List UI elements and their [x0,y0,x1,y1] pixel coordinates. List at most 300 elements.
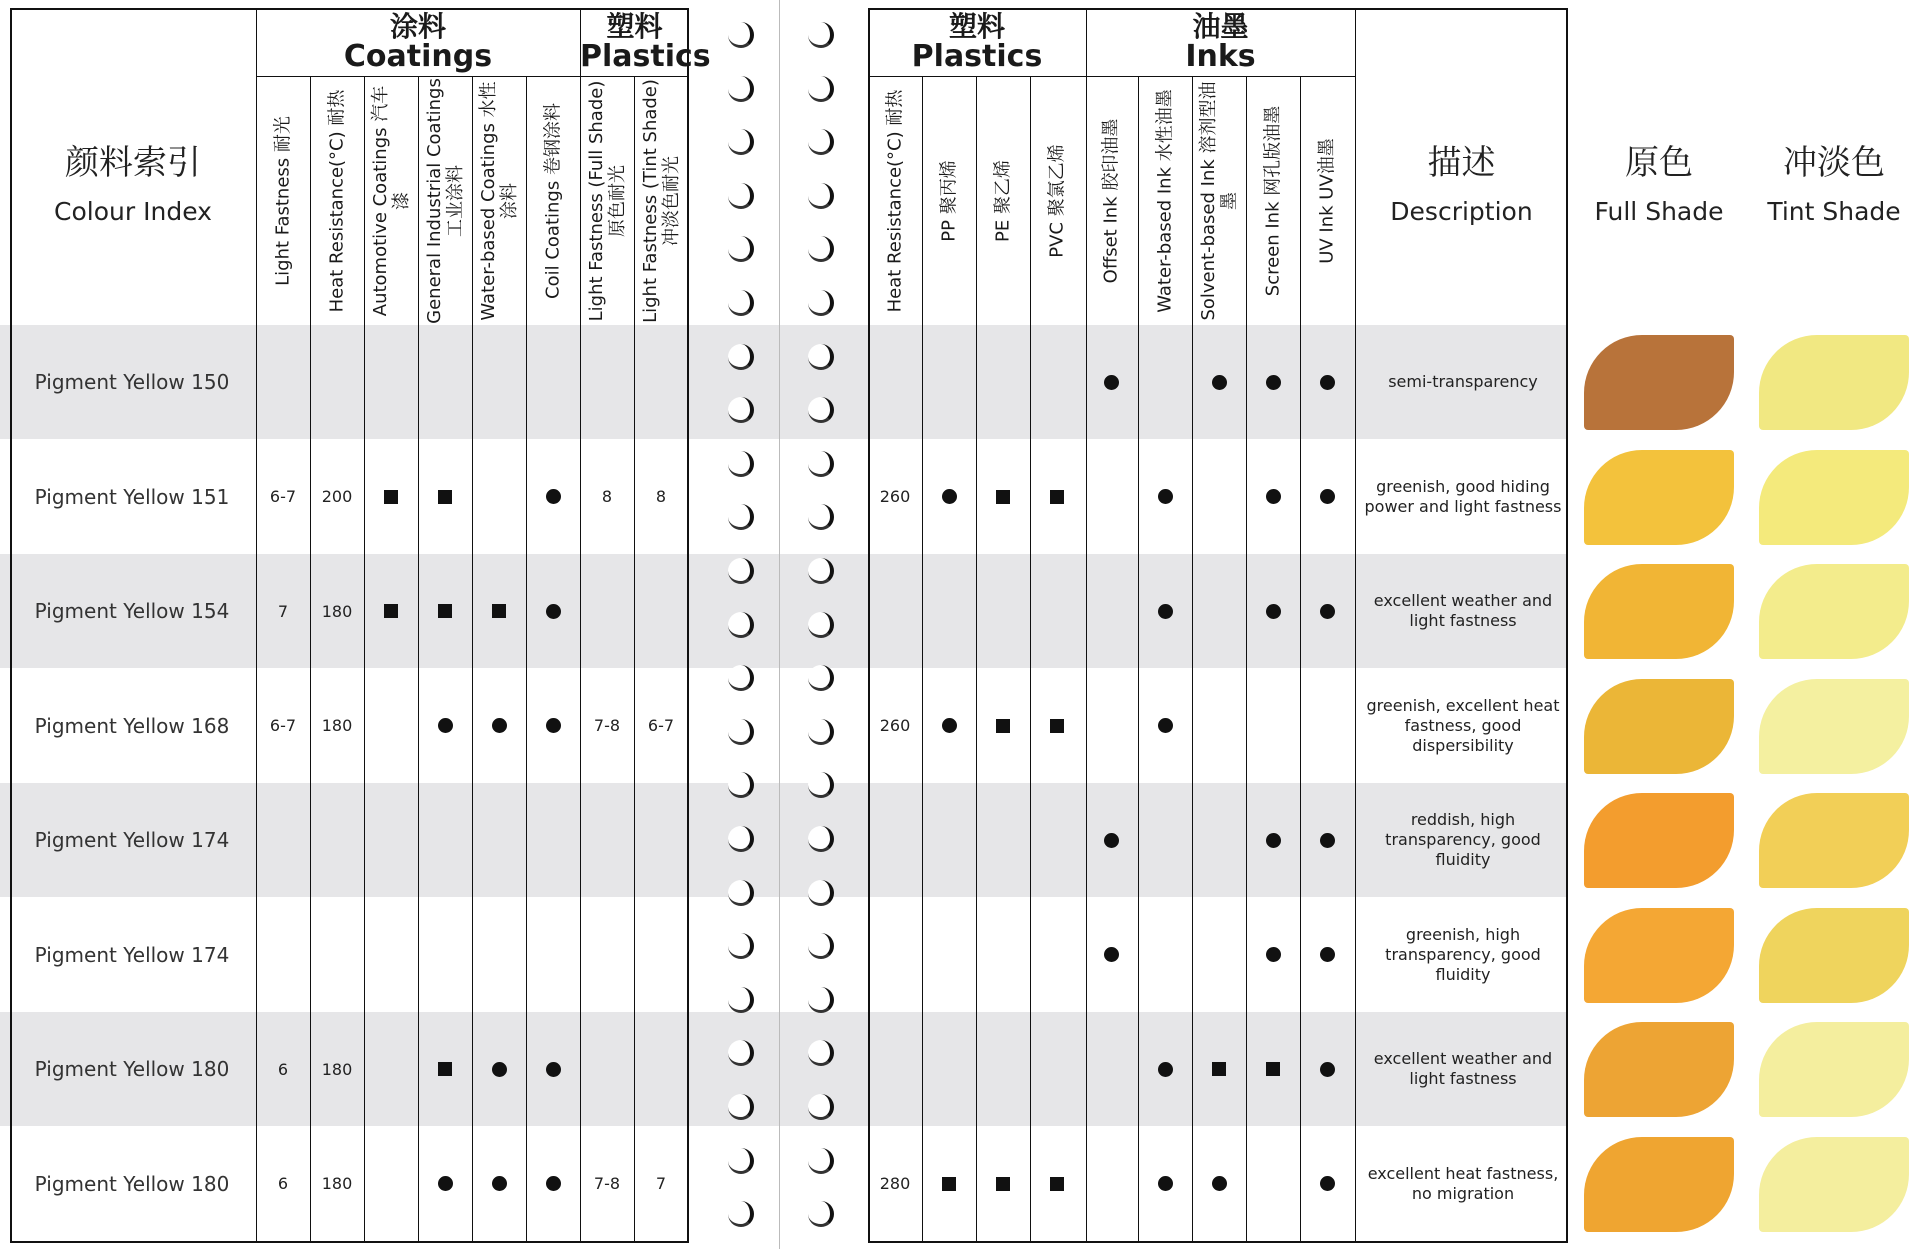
column-header-label: Water-based Ink 水性油墨 [1154,89,1176,313]
binding-ring [728,933,754,959]
tint-shade-swatch [1759,679,1909,774]
table-cell [1030,669,1084,783]
description-header [1355,140,1568,232]
column-header [1300,78,1354,324]
table-cell [1192,554,1246,668]
table-cell [1030,440,1084,554]
binding-ring [808,504,834,530]
table-cell: 6 [277,1174,289,1193]
table-cell [976,669,1030,783]
full-shade-swatch [1584,1022,1734,1117]
table-cell [418,669,472,783]
table-cell [922,440,976,554]
column-header [580,78,634,324]
table-cell [526,783,580,897]
column-header-label: UV Ink UV油墨 [1316,138,1338,264]
table-cell [868,325,922,439]
table-cell: 7-8 [593,716,621,735]
group-plastics-right-zh: 塑料 [948,10,1005,43]
full-shade-header-en: Full Shade [1594,197,1724,226]
full-shade-swatch [1584,1137,1734,1232]
pigment-name: Pigment Yellow 151 [34,484,230,509]
table-cell [1300,1127,1354,1241]
table-cell [976,783,1030,897]
square-marker [996,1177,1010,1191]
table-cell [1030,1127,1084,1241]
square-marker [492,604,506,618]
full-shade-header-zh: 原色 [1625,143,1693,183]
table-cell [1138,1012,1192,1126]
square-marker [438,604,452,618]
square-marker [384,604,398,618]
table-cell [418,325,472,439]
table-cell [526,1012,580,1126]
dot-marker [1104,375,1119,390]
table-cell [976,325,1030,439]
dot-marker [1266,947,1281,962]
table-cell [256,325,310,439]
table-cell [1030,325,1084,439]
table-cell: 8 [601,487,613,506]
binding-ring [728,1148,754,1174]
table-cell [922,325,976,439]
binding-ring [728,290,754,316]
binding-ring [728,612,754,638]
column-header-label: Solvent-based Ink 溶剂型油墨 [1198,81,1240,321]
table-cell [1030,1012,1084,1126]
dot-marker [1158,604,1173,619]
table-cell [1300,554,1354,668]
table-cell [1192,898,1246,1012]
table-cell [634,1012,688,1126]
column-header-label: Water-based Coatings 水性涂料 [478,81,520,321]
pigment-description: excellent heat fastness, no migration [1367,1163,1559,1203]
dot-marker [1212,375,1227,390]
group-plastics-right-en: Plastics [911,39,1043,74]
square-marker [996,719,1010,733]
table-cell [472,898,526,1012]
column-header [256,78,310,324]
full-shade-swatch [1584,679,1734,774]
table-cell [1084,898,1138,1012]
table-cell [1246,898,1300,1012]
pigment-description: greenish, high transparency, good fluidity [1385,924,1541,984]
binding-ring [728,558,754,584]
table-cell [580,554,634,668]
table-cell [1138,898,1192,1012]
column-header-label: Heat Resistance(°C) 耐热 [326,89,348,313]
binding-ring [808,290,834,316]
table-cell [1246,783,1300,897]
table-cell [1300,325,1354,439]
table-cell [868,554,922,668]
binding-ring [808,612,834,638]
table-cell [364,898,418,1012]
table-cell: 7 [277,601,289,621]
binding-ring [808,397,834,423]
binding-ring [728,451,754,477]
dot-marker [492,1062,507,1077]
table-cell [976,440,1030,554]
table-cell: 6-7 [269,487,297,506]
dot-marker [1320,947,1335,962]
binding-ring [808,1201,834,1227]
dot-marker [546,1176,561,1191]
dot-marker [546,718,561,733]
dot-marker [1266,604,1281,619]
pigment-description: greenish, good hiding power and light fastness [1364,476,1562,516]
pigment-description: reddish, high transparency, good fluidity [1385,810,1541,869]
pigment-name: Pigment Yellow 168 [34,713,230,738]
binding-ring [728,665,754,691]
binding-ring [808,1148,834,1174]
column-header-label: General Industrial Coatings 工业涂料 [424,78,466,324]
column-header [1246,78,1300,324]
square-marker [1050,719,1064,733]
pigment-description: excellent weather and light fastness [1373,591,1553,630]
group-plastics-left [580,10,711,74]
table-cell [1084,1012,1138,1126]
table-cell [1084,554,1138,668]
table-cell [868,1012,922,1126]
square-marker [438,1062,452,1076]
pigment-name: Pigment Yellow 180 [34,1171,230,1196]
table-cell [1084,783,1138,897]
table-cell [526,554,580,668]
binding-ring [808,558,834,584]
tint-shade-swatch [1759,908,1909,1003]
table-cell [418,1127,472,1241]
column-header [1192,78,1246,324]
tint-shade-swatch [1759,1022,1909,1117]
table-cell [1300,1012,1354,1126]
column-header [472,78,526,324]
dot-marker [1104,947,1119,962]
table-cell [256,898,310,1012]
table-cell [364,440,418,554]
square-marker [438,490,452,504]
dot-marker [1320,604,1335,619]
binding-ring [728,236,754,262]
dot-marker [546,604,561,619]
description-header-zh: 描述 [1427,143,1496,183]
dot-marker [1104,833,1119,848]
pigment-name: Pigment Yellow 174 [34,828,230,852]
column-header-label: Offset Ink 胶印油墨 [1100,118,1122,284]
square-marker [942,1177,956,1191]
table-cell [1084,440,1138,554]
square-marker [1266,1062,1280,1076]
group-inks [1086,12,1355,72]
tint-shade-header-en: Tint Shade [1767,197,1901,226]
dot-marker [1320,1062,1335,1077]
dot-marker [1158,1062,1173,1077]
table-cell [634,783,688,897]
full-shade-swatch [1584,564,1734,659]
full-shade-swatch [1584,908,1734,1003]
group-inks-zh: 油墨 [1192,10,1249,43]
binding-ring [808,76,834,102]
dot-marker [1158,718,1173,733]
pigment-description: greenish, excellent heat fastness, good dispersibility [1366,695,1560,755]
square-marker [1212,1062,1226,1076]
column-header [976,78,1030,324]
table-cell [1300,440,1354,554]
table-cell [1138,554,1192,668]
pigment-description: semi-transparency [1388,372,1538,391]
column-header-label: Light Fastness 耐光 [272,116,294,286]
pigment-name: Pigment Yellow 150 [34,370,230,394]
column-header-label: PP 聚丙烯 [938,160,960,242]
table-cell [472,554,526,668]
table-cell: 200 [321,487,353,506]
table-cell: 260 [879,487,911,506]
table-cell [922,898,976,1012]
table-cell [922,554,976,668]
table-cell [310,325,364,439]
table-cell [472,783,526,897]
table-cell [634,554,688,668]
table-cell [364,554,418,668]
column-header [310,78,364,324]
group-plastics-left-zh: 塑料 [606,10,663,43]
table-cell [526,325,580,439]
table-cell [526,898,580,1012]
pigment-name: Pigment Yellow 174 [34,942,230,967]
binding-ring [808,880,834,906]
tint-shade-swatch [1759,564,1909,659]
binding-ring [728,1201,754,1227]
dot-marker [1158,489,1173,504]
dot-marker [492,1176,507,1191]
table-cell [364,1127,418,1241]
binding-ring [728,826,754,852]
dot-marker [546,489,561,504]
table-cell [418,1012,472,1126]
square-marker [1050,490,1064,504]
table-cell [1246,1127,1300,1241]
table-cell [1138,440,1192,554]
column-header [418,78,472,324]
table-cell [976,898,1030,1012]
column-header [364,78,418,324]
table-cell [1030,783,1084,897]
column-header-label: Heat Resistance(°C) 耐热 [884,89,906,313]
tint-shade-header [1754,140,1914,232]
binding-ring [728,183,754,209]
dot-marker [1320,489,1335,504]
table-cell: 180 [321,1174,353,1193]
table-cell [1084,669,1138,783]
full-shade-swatch [1584,450,1734,545]
binding-ring [728,397,754,423]
binding-ring [728,719,754,745]
tint-shade-swatch [1759,335,1909,430]
table-cell [1192,783,1246,897]
table-cell [1192,669,1246,783]
table-cell [1138,783,1192,897]
dot-marker [1158,1176,1173,1191]
table-cell [526,669,580,783]
table-cell [418,783,472,897]
dot-marker [1266,833,1281,848]
table-cell [1192,1012,1246,1126]
dot-marker [1320,833,1335,848]
pigment-description: excellent weather and light fastness [1373,1049,1553,1088]
group-plastics-left-en: Plastics [580,39,711,74]
binding-ring [808,933,834,959]
group-coatings-zh: 涂料 [389,10,446,43]
column-header-label: PVC 聚氯乙烯 [1046,144,1068,258]
table-cell [1138,1127,1192,1241]
colour-index-header-zh: 颜料索引 [65,143,201,183]
table-cell [1300,783,1354,897]
dot-marker [546,1062,561,1077]
column-header-label: Screen Ink 网孔版油墨 [1262,105,1284,297]
table-cell [526,1127,580,1241]
column-header-label: Automotive Coatings 汽车漆 [370,85,412,317]
table-cell [1246,1012,1300,1126]
column-header [634,78,688,324]
table-cell [1138,669,1192,783]
square-marker [1050,1177,1064,1191]
table-cell [868,898,922,1012]
table-cell [1246,440,1300,554]
table-cell [580,783,634,897]
binding-ring [728,22,754,48]
table-cell [580,325,634,439]
table-cell [1300,669,1354,783]
dot-marker [1212,1176,1227,1191]
group-inks-en: Inks [1185,39,1256,74]
table-cell [922,1127,976,1241]
table-cell [1030,554,1084,668]
tint-shade-swatch [1759,450,1909,545]
colour-index-header-en: Colour Index [54,197,212,226]
binding-ring [728,76,754,102]
binding-ring [808,129,834,155]
colour-index-header [10,140,256,232]
group-coatings-en: Coatings [343,39,493,74]
table-cell [922,669,976,783]
table-cell [364,783,418,897]
table-cell [634,898,688,1012]
dot-marker [492,718,507,733]
binding-ring [728,129,754,155]
binding-ring [808,826,834,852]
binding-ring [808,987,834,1013]
divider [868,76,1355,77]
table-cell [868,783,922,897]
table-cell [364,325,418,439]
table-cell: 180 [321,1059,353,1079]
table-cell [580,898,634,1012]
full-shade-swatch [1584,793,1734,888]
table-cell: 180 [321,601,353,621]
table-cell [418,898,472,1012]
table-cell: 6-7 [269,716,297,735]
dot-marker [1320,375,1335,390]
table-cell [472,1012,526,1126]
dot-marker [1320,1176,1335,1191]
table-cell [1192,440,1246,554]
full-shade-swatch [1584,335,1734,430]
binding-ring [808,665,834,691]
dot-marker [438,718,453,733]
dot-marker [942,718,957,733]
table-cell [1300,898,1354,1012]
dot-marker [1266,489,1281,504]
table-cell [1030,898,1084,1012]
column-header-label: Coil Coatings 卷钢涂料 [542,103,564,299]
table-cell [526,440,580,554]
table-cell [1192,1127,1246,1241]
tint-shade-swatch [1759,1137,1909,1232]
table-cell [472,1127,526,1241]
square-marker [384,490,398,504]
full-shade-header [1580,140,1738,232]
table-cell: 180 [321,716,353,735]
table-cell [1084,325,1138,439]
binding-ring [728,1094,754,1120]
table-cell: 6-7 [647,716,675,735]
table-cell [472,440,526,554]
binding-ring [808,22,834,48]
binding-ring [808,1094,834,1120]
table-cell [580,1012,634,1126]
table-cell [976,1012,1030,1126]
table-cell [1246,554,1300,668]
pigment-name: Pigment Yellow 154 [34,599,230,623]
tint-shade-swatch [1759,793,1909,888]
dot-marker [438,1176,453,1191]
table-cell [976,1127,1030,1241]
binding-ring [728,880,754,906]
tint-shade-header-zh: 冲淡色 [1783,143,1885,183]
table-cell [1192,325,1246,439]
table-cell [922,783,976,897]
column-header [1030,78,1084,324]
table-cell [1138,325,1192,439]
column-header-label: Light Fastness (Tint Shade) 冲淡色耐光 [640,79,682,323]
table-cell [310,898,364,1012]
group-coatings [256,12,580,72]
column-header [526,78,580,324]
table-cell [364,1012,418,1126]
column-header [1138,78,1192,324]
pigment-name: Pigment Yellow 180 [34,1057,230,1081]
table-cell [1246,669,1300,783]
dot-marker [942,489,957,504]
table-cell [1246,325,1300,439]
table-cell: 6 [277,1059,289,1079]
table-cell [364,669,418,783]
page-spine [779,0,780,1249]
column-header-label: Light Fastness (Full Shade) 原色耐光 [586,80,628,322]
square-marker [996,490,1010,504]
table-cell: 280 [879,1174,911,1193]
binding-ring [808,451,834,477]
table-cell [1084,1127,1138,1241]
column-header-label: PE 聚乙烯 [992,160,1014,242]
table-cell: 7-8 [593,1174,621,1193]
table-cell [472,669,526,783]
binding-ring [808,236,834,262]
column-header [1084,78,1138,324]
table-cell [922,1012,976,1126]
table-cell [976,554,1030,668]
column-header [868,78,922,324]
